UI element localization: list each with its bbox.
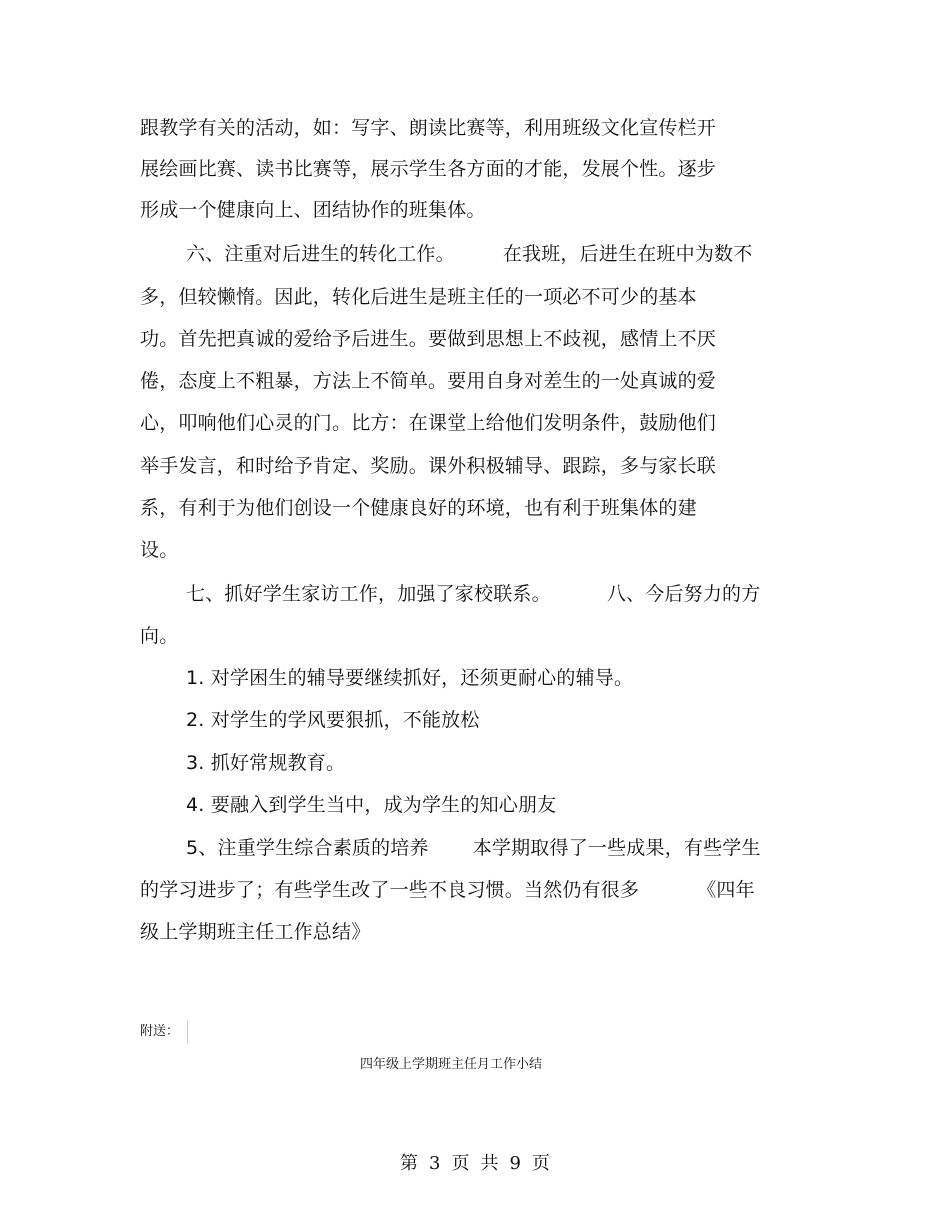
- paragraph-line: 向。: [140, 625, 179, 647]
- page-prefix: 第: [400, 1153, 418, 1174]
- paragraph-line: 举手发言，和时给予肯定、奖励。课外积极辅导、跟踪，多与家长联: [140, 455, 717, 477]
- paragraph-line: 跟教学有关的活动，如：写字、朗读比赛等，利用班级文化宣传栏开: [140, 117, 717, 139]
- paragraph-line: 多，但较懒惰。因此，转化后进生是班主任的一项必不可少的基本: [140, 286, 697, 308]
- section-heading-line: [186, 582, 760, 606]
- paragraph-text: 在我班，后进生在班中为数不: [502, 243, 753, 265]
- page-word: 页: [451, 1153, 470, 1174]
- paragraph-text: 本学期取得了一些成果，有些学生: [472, 837, 761, 859]
- list-item: 3. 抓好常规教育。: [186, 752, 346, 774]
- list-item: 2. 对学生的学风要狠抓，不能放松: [186, 709, 480, 731]
- list-item: 4. 要融入到学生当中，成为学生的知心朋友: [186, 794, 557, 816]
- section-heading-line: [186, 242, 752, 266]
- section-heading: 八、今后努力的方: [606, 583, 761, 605]
- appendix-title: 四年级上学期班主任月工作小结: [360, 1057, 543, 1072]
- paragraph-line: 级上学期班主任工作总结》: [140, 921, 371, 943]
- section-heading: 六、注重对后进生的转化工作。: [186, 243, 455, 265]
- paragraph-text: 《四年: [697, 879, 755, 901]
- paragraph-line: 设。: [140, 539, 179, 561]
- paragraph-line: 心，叩响他们心灵的门。比方：在课堂上给他们发明条件，鼓励他们: [140, 412, 717, 434]
- paragraph-line: 倦，态度上不粗暴，方法上不简单。要用自身对差生的一处真诚的爱: [140, 370, 717, 392]
- divider: [187, 1020, 188, 1044]
- section-heading: 七、抓好学生家访工作，加强了家校联系。: [186, 583, 551, 605]
- appendix-label: 附送：: [140, 1024, 180, 1039]
- paragraph-line: 功。首先把真诚的爱给予后进生。要做到思想上不歧视，感情上不厌: [140, 328, 717, 350]
- page-total-prefix: 共: [480, 1153, 499, 1174]
- page-total: 9: [509, 1153, 521, 1174]
- page-suffix: 页: [531, 1153, 550, 1174]
- page-footer: [400, 1152, 561, 1176]
- paragraph-text: 的学习进步了；有些学生改了一些不良习惯。当然仍有很多: [140, 879, 640, 901]
- list-item: 1. 对学困生的辅导要继续抓好，还须更耐心的辅导。: [186, 667, 634, 689]
- paragraph-line: 形成一个健康向上、团结协作的班集体。: [140, 199, 486, 221]
- page-current: 3: [429, 1153, 441, 1174]
- list-item: [186, 836, 761, 860]
- list-item-text: 5、注重学生综合素质的培养: [186, 837, 429, 859]
- paragraph-line: [140, 878, 755, 902]
- paragraph-line: 系，有利于为他们创设一个健康良好的环境，也有利于班集体的建: [140, 497, 697, 519]
- paragraph-line: 展绘画比赛、读书比赛等，展示学生各方面的才能，发展个性。逐步: [140, 158, 717, 180]
